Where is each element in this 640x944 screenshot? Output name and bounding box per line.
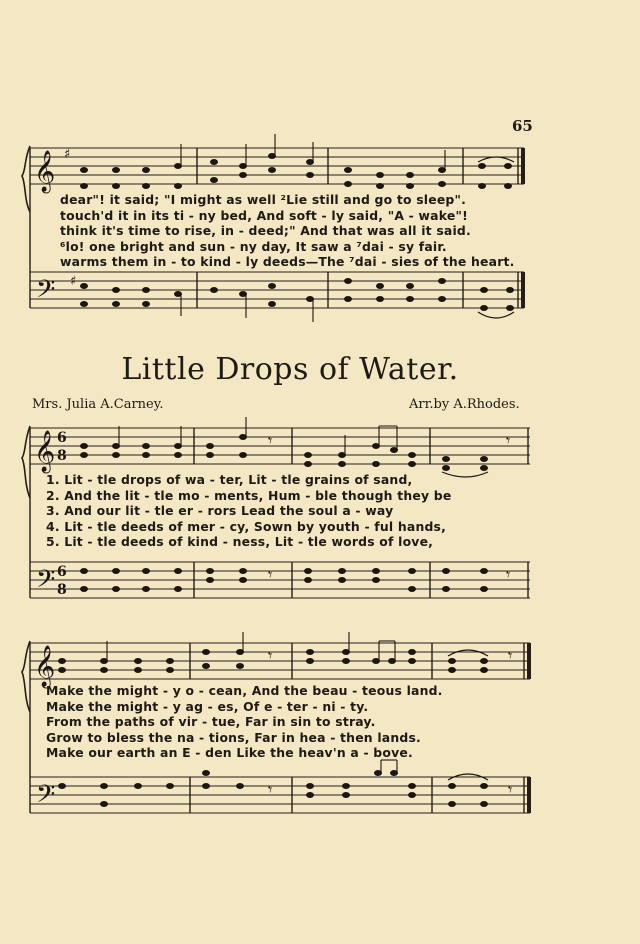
svg-text:𝄾: 𝄾	[508, 646, 513, 665]
svg-text:𝄾: 𝄾	[508, 780, 513, 799]
svg-text:𝄾: 𝄾	[268, 780, 273, 799]
author-credit: Mrs. Julia A.Carney.	[32, 397, 164, 412]
treble-clef-icon: 𝄞	[34, 151, 56, 192]
svg-text:♯: ♯	[64, 147, 71, 162]
lyric-line: 5. Lit - tle deeds of kind - ness, Lit - tle words of love,	[46, 534, 434, 550]
time-signature-denominator: 8	[57, 448, 67, 464]
page-number: 65	[512, 117, 533, 135]
lyric-line: Make the might - y o - cean, And the beau - teous land.	[46, 683, 443, 698]
lyric-line: Make our earth an E - den Like the heav'n a - bove.	[46, 745, 413, 761]
treble-clef-icon: 𝄞	[34, 646, 56, 687]
time-signature-numerator: 6	[57, 430, 67, 446]
lyric-line: dear"! it said; "I might as well ²Lie still and go to sleep".	[60, 192, 467, 207]
bass-clef-icon: 𝄢	[36, 565, 56, 600]
arranger-credit: Arr.by A.Rhodes.	[409, 397, 520, 412]
time-signature-denominator: 8	[57, 582, 67, 598]
lyric-line: ⁶lo! one bright and sun - ny day, It saw a ⁷dai - sy fair.	[60, 238, 447, 254]
svg-text:𝄾: 𝄾	[268, 431, 273, 450]
svg-text:♯: ♯	[70, 274, 77, 289]
lyric-line: 2. And the lit - tle mo - ments, Hum - ble though they be	[46, 487, 452, 503]
lyric-line: Grow to bless the na - tions, Far in hea - then lands.	[46, 729, 421, 745]
lyric-line: From the paths of vir - tue, Far in sin to stray.	[46, 714, 376, 730]
lyric-line: touch'd it in its ti - ny bed, And soft - ly said, "A - wake"!	[60, 207, 468, 223]
svg-text:𝄾: 𝄾	[268, 646, 273, 665]
svg-text:𝄾: 𝄾	[506, 565, 511, 584]
time-signature-numerator: 6	[57, 564, 67, 580]
svg-text:𝄾: 𝄾	[268, 565, 273, 584]
lyric-line: 4. Lit - tle deeds of mer - cy, Sown by youth - ful hands,	[46, 518, 447, 534]
svg-text:𝄾: 𝄾	[506, 431, 511, 450]
lyric-line: Make the might - y ag - es, Of e - ter - ni - ty.	[46, 698, 369, 714]
lyric-line: think it's time to rise, in - deed;" And that was all it said.	[60, 223, 471, 239]
hymn-title: Little Drops of Water.	[121, 352, 459, 387]
bass-clef-icon: 𝄢	[36, 275, 56, 310]
lyric-line: 3. And our lit - tle er - rors Lead the soul a - way	[46, 503, 394, 519]
lyric-line: 1. Lit - tle drops of wa - ter, Lit - tle grains of sand,	[46, 472, 413, 487]
bass-clef-icon: 𝄢	[36, 780, 56, 815]
second-system-lyrics	[46, 683, 443, 761]
lyric-line: warms them in - to kind - ly deeds—The ⁷dai - sies of the heart.	[60, 254, 515, 270]
treble-clef-icon: 𝄞	[34, 431, 56, 472]
